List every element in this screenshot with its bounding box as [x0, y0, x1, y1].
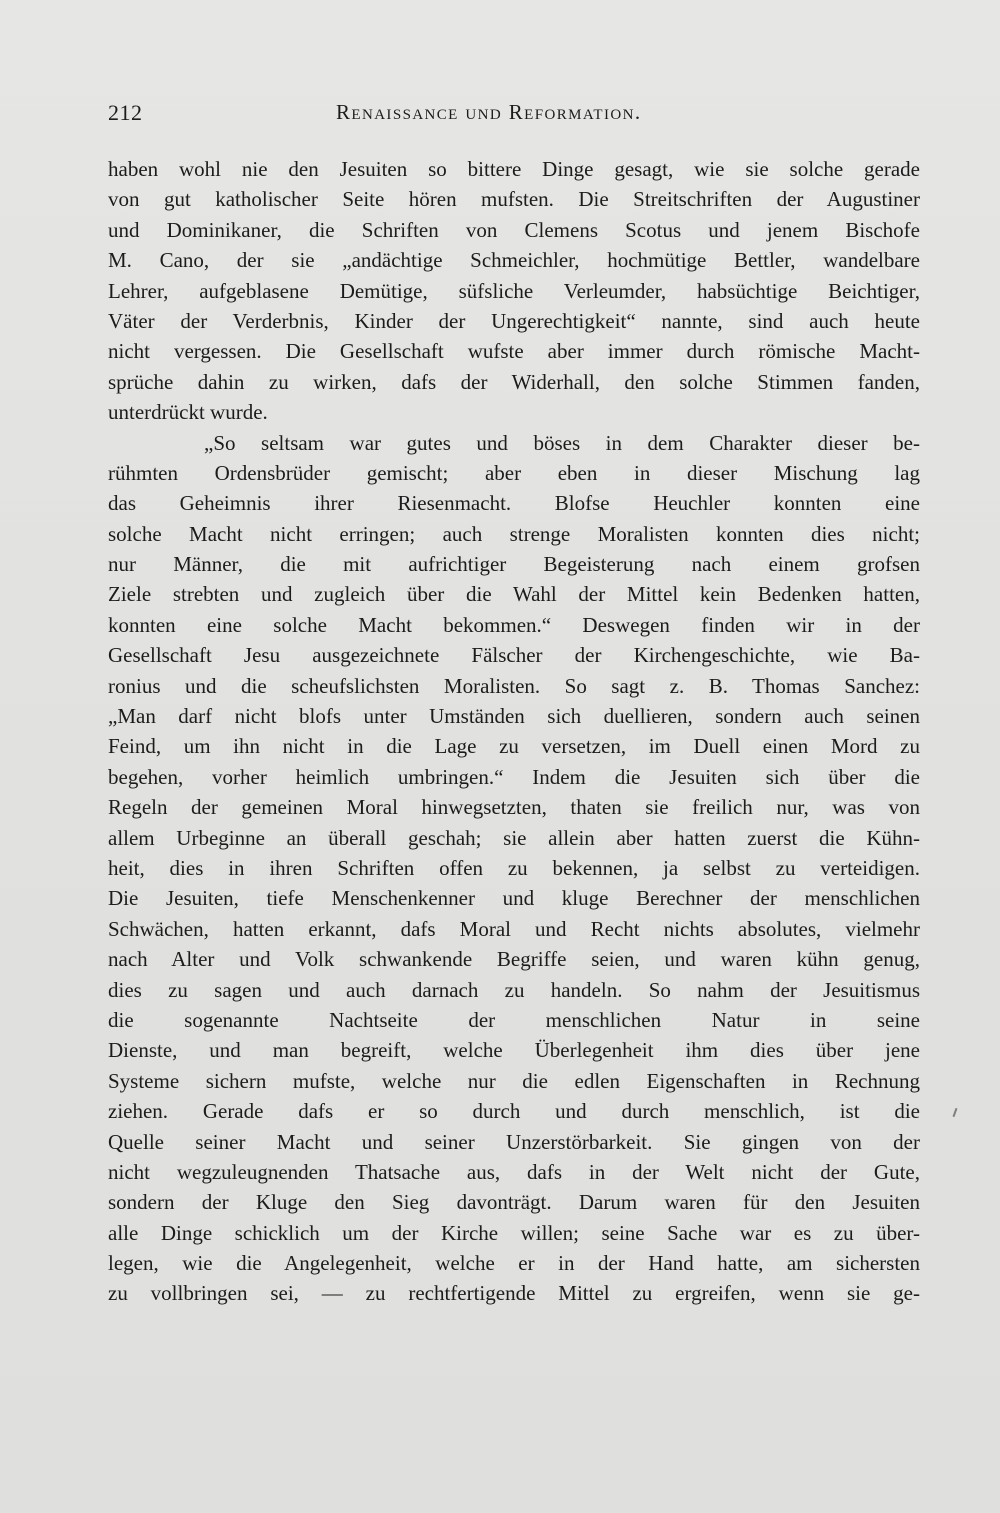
text-line: „So seltsam war gutes und böses in dem Charakter dieser be-	[204, 430, 920, 455]
text-line: zu vollbringen sei, — zu rechtfertigende Mittel zu ergreifen, wenn sie ge-	[108, 1281, 920, 1306]
text-line: Schwächen, hatten erkannt, dafs Moral und Recht nichts absolutes, vielmehr	[108, 916, 920, 941]
text-line: das Geheimnis ihrer Riesenmacht. Blofse Heuchler konnten eine	[108, 491, 920, 516]
text-line: Feind, um ihn nicht in die Lage zu versetzen, im Duell einen Mord zu	[108, 734, 920, 759]
text-line: M. Cano, der sie „andächtige Schmeichler, hochmütige Bettler, wandelbare	[108, 248, 920, 273]
text-line: nach Alter und Volk schwankende Begriffe seien, und waren kühn genug,	[108, 947, 920, 972]
text-line: heit, dies in ihren Schriften offen zu bekennen, ja selbst zu verteidigen.	[108, 855, 920, 880]
text-line: rühmten Ordensbrüder gemischt; aber eben in dieser Mischung lag	[108, 460, 920, 485]
text-line: legen, wie die Angelegenheit, welche er in der Hand hatte, am sichersten	[108, 1251, 920, 1276]
text-line: ronius und die scheufslichsten Moralisten. So sagt z. B. Thomas Sanchez:	[108, 673, 920, 698]
text-line: Die Jesuiten, tiefe Menschenkenner und kluge Berechner der menschlichen	[108, 886, 920, 911]
text-line: solche Macht nicht erringen; auch strenge Moralisten konnten dies nicht;	[108, 521, 920, 546]
page-number: 212	[108, 100, 143, 125]
text-line: Ziele strebten und zugleich über die Wahl der Mittel kein Bedenken hatten,	[108, 582, 920, 607]
text-line: alle Dinge schicklich um der Kirche willen; seine Sache war es zu über-	[108, 1220, 920, 1245]
text-line: „Man darf nicht blofs unter Umständen sich duellieren, sondern auch seinen	[108, 704, 920, 729]
running-head: Renaissance und Reformation.	[336, 100, 642, 124]
text-line: Lehrer, aufgeblasene Demütige, süfsliche Verleumder, habsüchtige Beichtiger,	[108, 278, 920, 303]
text-line: Regeln der gemeinen Moral hinwegsetzten, thaten sie freilich nur, was von	[108, 795, 920, 820]
text-line: ziehen. Gerade dafs er so durch und durch menschlich, ist die	[108, 1099, 920, 1124]
text-line: von gut katholischer Seite hören mufsten. Die Streitschriften der Augustiner	[108, 187, 920, 212]
text-line: Quelle seiner Macht und seiner Unzerstörbarkeit. Sie gingen von der	[108, 1129, 920, 1154]
text-line: nur Männer, die mit aufrichtiger Begeisterung nach einem grofsen	[108, 552, 920, 577]
text-line: dies zu sagen und auch darnach zu handeln. So nahm der Jesuitismus	[108, 977, 920, 1002]
text-line: haben wohl nie den Jesuiten so bittere Dinge gesagt, wie sie solche gerade	[108, 157, 920, 181]
print-speck	[953, 1108, 958, 1117]
text-line: Systeme sichern mufste, welche nur die edlen Eigenschaften in Rechnung	[108, 1068, 920, 1093]
text-line: Väter der Verderbnis, Kinder der Ungerechtigkeit“ nannte, sind auch heute	[108, 308, 920, 333]
page-header	[108, 100, 920, 136]
text-line: allem Urbeginne an überall geschah; sie allein aber hatten zuerst die Kühn-	[108, 825, 920, 850]
text-line: und Dominikaner, die Schriften von Clemens Scotus und jenem Bischofe	[108, 217, 920, 242]
text-line: konnten eine solche Macht bekommen.“ Deswegen finden wir in der	[108, 612, 920, 637]
text-line: begehen, vorher heimlich umbringen.“ Indem die Jesuiten sich über die	[108, 764, 920, 789]
text-line: nicht wegzuleugnenden Thatsache aus, dafs in der Welt nicht der Gute,	[108, 1159, 920, 1184]
text-line: nicht vergessen. Die Gesellschaft wufste aber immer durch römische Macht-	[108, 339, 920, 364]
text-line: die sogenannte Nachtseite der menschlichen Natur in seine	[108, 1007, 920, 1032]
text-line: sondern der Kluge den Sieg davonträgt. Darum waren für den Jesuiten	[108, 1190, 920, 1215]
body-text	[108, 154, 920, 1309]
text-line: Gesellschaft Jesu ausgezeichnete Fälscher der Kirchengeschichte, wie Ba-	[108, 643, 920, 668]
text-line: sprüche dahin zu wirken, dafs der Widerhall, den solche Stimmen fanden,	[108, 369, 920, 394]
text-line: unterdrückt wurde.	[108, 400, 268, 425]
text-line: Dienste, und man begreift, welche Überlegenheit ihm dies über jene	[108, 1038, 920, 1063]
